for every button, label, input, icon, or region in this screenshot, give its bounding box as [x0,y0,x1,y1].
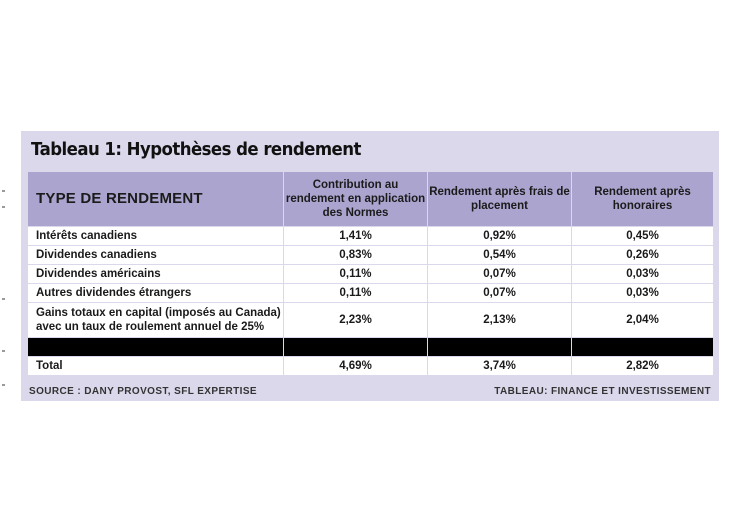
table-title: Tableau 1: Hypothèses de rendement [31,139,361,160]
row-label: Gains totaux en capital (imposés au Canada) avec un taux de roulement annuel de 25% [28,303,284,338]
total-after-fees: 3,74% [428,357,572,376]
total-contribution: 4,69% [284,357,428,376]
separator-cell [284,338,428,357]
cell-after-fees: 2,13% [428,303,572,338]
separator-cell [572,338,714,357]
edge-mark [2,206,5,208]
credit-note: TABLEAU: FINANCE ET INVESTISSEMENT [494,386,711,397]
cell-after-honoraria: 0,45% [572,227,714,246]
separator-row [28,338,714,357]
source-note: SOURCE : DANY PROVOST, SFL EXPERTISE [29,386,257,397]
cell-contribution: 0,11% [284,265,428,284]
separator-cell [428,338,572,357]
header-type: TYPE DE RENDEMENT [28,172,284,227]
cell-after-honoraria: 0,03% [572,284,714,303]
cell-after-fees: 0,07% [428,265,572,284]
total-after-honoraria: 2,82% [572,357,714,376]
edge-mark [2,350,5,352]
returns-table [27,171,714,376]
total-label: Total [28,357,284,376]
total-row [28,357,714,376]
header-after-fees: Rendement après frais de placement [428,172,572,227]
separator-cell [28,338,284,357]
table-panel [21,131,719,401]
table-row [28,265,714,284]
cell-contribution: 0,83% [284,246,428,265]
row-label: Dividendes canadiens [28,246,284,265]
table-row [28,246,714,265]
cell-contribution: 0,11% [284,284,428,303]
table-row [28,227,714,246]
edge-mark [2,298,5,300]
header-row [28,172,714,227]
cell-after-fees: 0,54% [428,246,572,265]
table-row [28,303,714,338]
row-label: Dividendes américains [28,265,284,284]
cell-after-fees: 0,07% [428,284,572,303]
header-contribution: Contribution au rendement en application des Normes [284,172,428,227]
cell-contribution: 1,41% [284,227,428,246]
edge-mark [2,384,5,386]
row-label: Intérêts canadiens [28,227,284,246]
cell-after-fees: 0,92% [428,227,572,246]
cell-contribution: 2,23% [284,303,428,338]
row-label: Autres dividendes étrangers [28,284,284,303]
cell-after-honoraria: 2,04% [572,303,714,338]
cell-after-honoraria: 0,26% [572,246,714,265]
cell-after-honoraria: 0,03% [572,265,714,284]
table-row [28,284,714,303]
edge-mark [2,190,5,192]
header-after-honoraria: Rendement après honoraires [572,172,714,227]
